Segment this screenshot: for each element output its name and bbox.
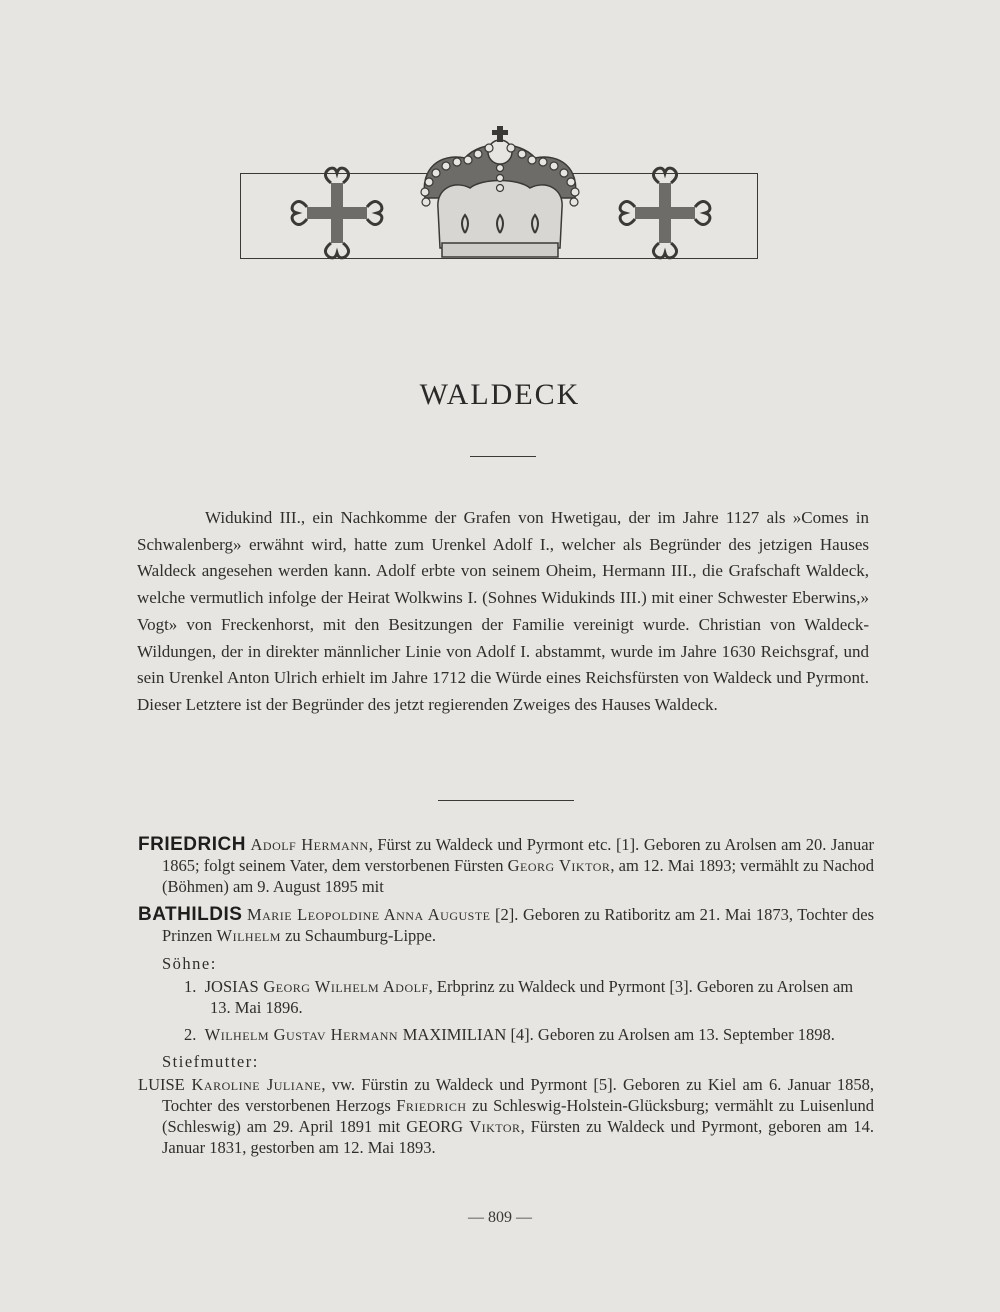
crown-ornament	[240, 118, 760, 263]
genealogy-entries	[138, 834, 874, 1165]
entry-text: , vw. Fürstin zu Waldeck und Pyrmont [5]. Geboren zu Kiel am 6. Januar 1858, Tochter des verstorbenen Herzogs	[162, 1075, 875, 1115]
son-number: 1.	[184, 977, 197, 996]
page-number: — 809 —	[468, 1209, 532, 1226]
son-name: JOSIAS	[204, 977, 259, 996]
entry-father: Georg Viktor	[507, 856, 611, 875]
intro-paragraph: Widukind III., ein Nachkomme der Grafen von Hwetigau, der im Jahre 1127 als »Comes in Schwalenberg» erwähnt wird, hatte zum Urenkel Adolf I., welcher als Begründer des jetzigen Hauses Waldeck angesehen werden kann. Adolf erbte von seinem Oheim, Hermann III., die Grafschaft Waldeck, welche vermutlich infolge der Heirat Wolkwins I. (Sohnes Widukinds III.) mit einer Schwester Eberwins,» Vogt» von Freckenhorst, mit den Besitzungen der Familie vereinigt wurde. Christian von Waldeck-Wildungen, der in direkter männlicher Linie von Adolf I. abstammt, wurde im Jahre 1630 Reichsgraf, und sein Urenkel Anton Ulrich erhielt im Jahre 1712 die Würde eines Reichsfürsten von Waldeck und Pyrmont. Dieser Letztere ist der Begründer des jetzt regierenden Zweiges des Hauses Waldeck.	[137, 508, 869, 714]
son-name: MAXIMILIAN	[402, 1025, 507, 1044]
entry-name: BATHILDIS	[138, 904, 243, 925]
entry-duke: Friedrich	[396, 1096, 467, 1115]
cross-patonce-icon	[292, 168, 382, 258]
son-text: , Erbprinz zu Waldeck und Pyrmont [3]. Geboren zu Arolsen am 13. Mai 1896.	[210, 977, 854, 1017]
title-divider	[470, 456, 536, 457]
son-entry	[138, 976, 874, 1018]
entry-given-names: Adolf Hermann	[250, 835, 369, 854]
entry-text: [2]. Geboren zu Ratiboritz am 21. Mai 1873, Tochter des Prinzen	[162, 905, 874, 945]
entry-husband-names: Viktor	[463, 1117, 521, 1136]
entry-husband: GEORG	[406, 1117, 464, 1136]
page-title: WALDECK	[419, 378, 581, 411]
entry-text: , Fürsten zu Waldeck und Pyrmont, geboren am 14. Januar 1831, gestorben am 12. Mai 1893.	[162, 1117, 874, 1157]
section-divider	[438, 800, 574, 801]
entry-given-names: Marie Leopoldine Anna Auguste	[246, 905, 491, 924]
son-given-names: Wilhelm Gustav Hermann	[204, 1025, 403, 1044]
sons-label: Söhne:	[162, 954, 217, 973]
entry-name: FRIEDRICH	[138, 834, 246, 855]
entry-bathildis	[138, 904, 874, 946]
stepmother-label: Stiefmutter:	[162, 1052, 259, 1071]
cross-patonce-icon	[620, 168, 710, 258]
entry-given-names: Karoline Juliane	[184, 1075, 322, 1094]
entry-text: zu Schaumburg-Lippe.	[280, 926, 436, 945]
son-given-names: Georg Wilhelm Adolf	[258, 977, 429, 996]
entry-friedrich	[138, 834, 874, 897]
son-text: [4]. Geboren zu Arolsen am 13. September 1898.	[506, 1025, 835, 1044]
crown-icon	[421, 126, 579, 257]
entry-text: , Fürst zu Waldeck und Pyrmont etc. [1]. Geboren zu Arolsen am 20. Januar 1865; folgt seinem Vater, dem verstorbenen Fürsten	[162, 835, 875, 875]
entry-text: zu Schleswig-Holstein-Glücksburg; vermählt zu Luisenlund (Schleswig) am 29. April 1891 mit	[162, 1096, 875, 1136]
son-number: 2.	[184, 1025, 197, 1044]
entry-name: LUISE	[138, 1075, 185, 1094]
entry-luise	[138, 1074, 874, 1158]
entry-text: , am 12. Mai 1893; vermählt zu Nachod (Böhmen) am 9. August 1895 mit	[162, 856, 874, 896]
entry-father: Wilhelm	[216, 926, 281, 945]
son-entry	[138, 1024, 874, 1045]
